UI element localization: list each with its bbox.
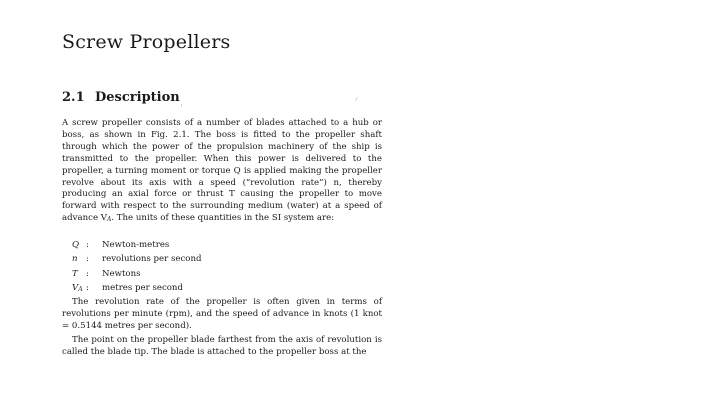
unit-symbol: n (72, 254, 78, 265)
units-list (72, 239, 202, 296)
unit-colon: : (86, 240, 89, 250)
scan-speck (181, 104, 182, 107)
units-list-item (72, 253, 202, 267)
speed-of-advance-subscript: A (106, 216, 112, 224)
units-list-item (72, 239, 202, 253)
unit-symbol: T (72, 268, 78, 279)
unit-symbol: Q (72, 240, 80, 250)
paragraph-description-text: A screw propeller consists of a number of blades attached to a hub or boss, as shown in Fig. 2.1. The boss is fitted to the propeller shaft through which the power of the propulsion machinery of the ship is transmitted to the propeller. When this power is delivered to the propeller, a turning moment or torque Q is applied making the propeller revolve about its axis with a speed (“revolution rate”) n, thereby producing an axial force or thrust T causing the propeller to move forward with respect to the surrounding medium (water) at a speed of advance V (62, 118, 382, 224)
paragraph-blade-tip: The point on the propeller blade farthest from the axis of revolution is called the blade tip. The blade is attached to the propeller boss at the (62, 335, 382, 357)
unit-description: Newtons (102, 268, 141, 279)
units-list-item (72, 282, 202, 296)
unit-colon: : (86, 282, 89, 293)
section-heading (62, 90, 180, 105)
unit-description: revolutions per second (102, 254, 202, 265)
paragraph-description (62, 118, 382, 226)
chapter-title: Screw Propellers (62, 31, 231, 53)
section-title: Description (95, 90, 180, 105)
unit-symbol: VA (72, 282, 83, 293)
paragraph-revolution-rate: The revolution rate of the propeller is often given in terms of revolutions per minute (rpm), and the speed of advance in knots (1 knot = 0.5144 metres per second). (62, 297, 382, 331)
unit-colon: : (86, 254, 89, 265)
unit-colon: : (86, 268, 89, 279)
units-list-item (72, 268, 202, 282)
unit-description: Newton-metres (102, 240, 170, 250)
section-number: 2.1 (62, 90, 85, 105)
scan-speck (355, 97, 357, 101)
unit-description: metres per second (102, 282, 183, 293)
paragraph-description-tail: . The units of these quantities in the SI system are: (111, 213, 335, 224)
